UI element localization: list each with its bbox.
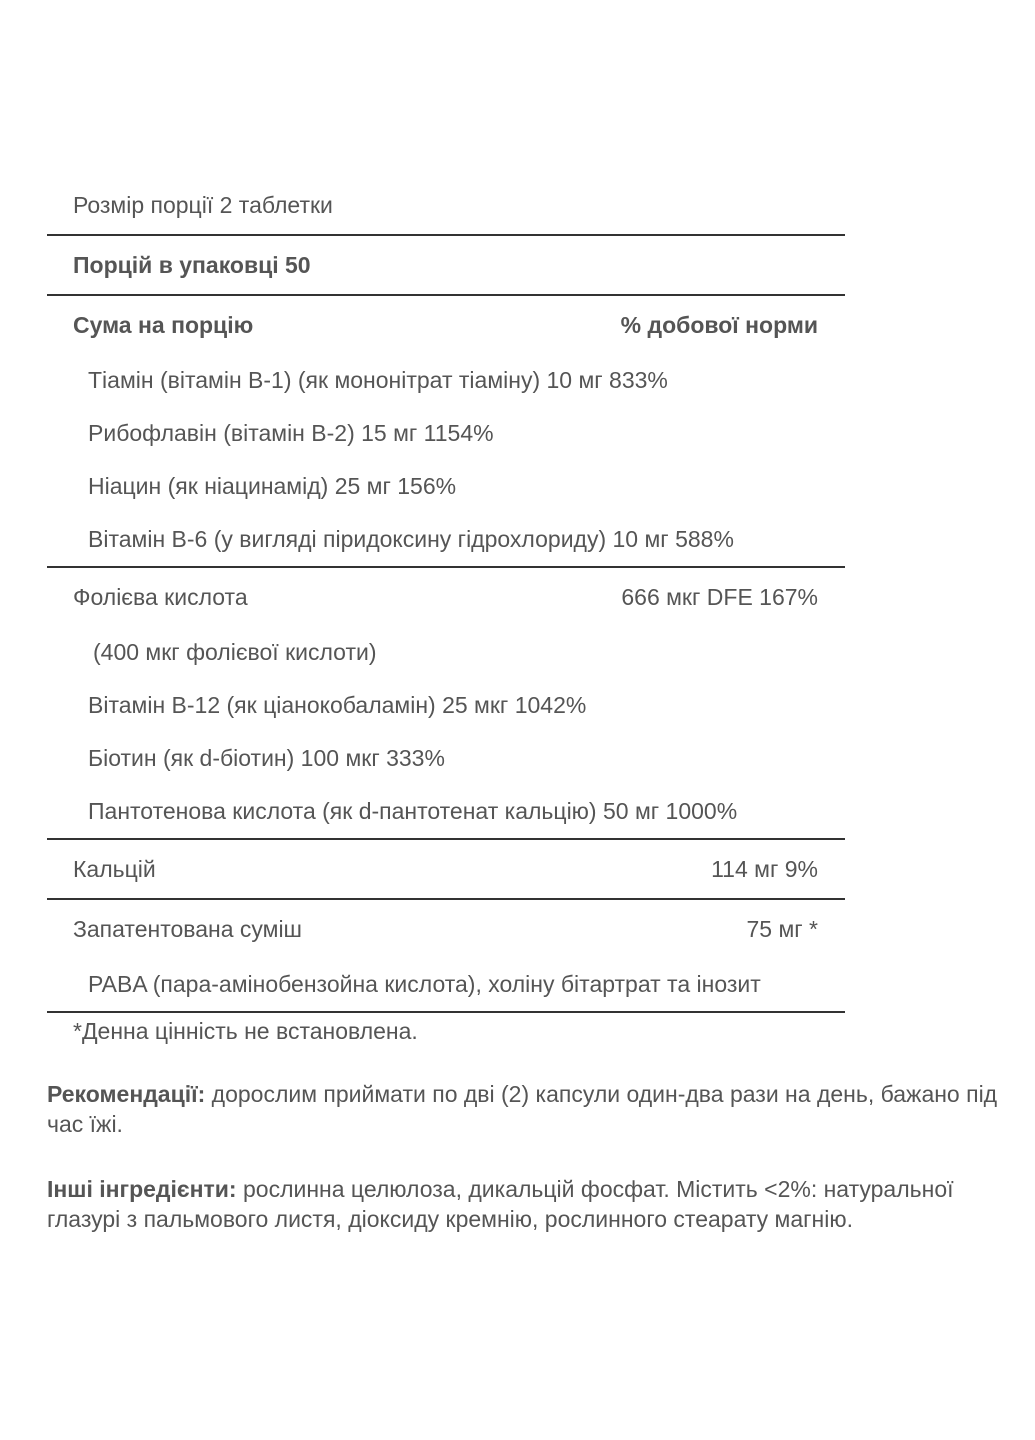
recommendations-text: дорослим приймати по дві (2) капсули один-два рази на день, бажано під час їжі.: [47, 1081, 998, 1137]
other-ingredients-label: Інші інгредієнти:: [47, 1176, 237, 1202]
nutrient-calcium: Кальцій: [73, 856, 156, 882]
table-row: [47, 407, 845, 460]
nutrient-folic-acid: Фолієва кислота: [73, 584, 248, 610]
other-ingredients-text: рослинна целюлоза, дикальцій фосфат. Містить <2%: натуральної глазурі з пальмового листя, діоксиду кремнію, рослинного стеарату магнію.: [47, 1176, 954, 1232]
table-row: [47, 568, 845, 626]
recommendations-paragraph: [47, 1079, 1007, 1139]
table-row: [47, 513, 845, 568]
table-row: [47, 900, 845, 958]
nutrient-folic-acid-value: 666 мкг DFE 167%: [621, 584, 818, 610]
table-row: [47, 354, 845, 407]
recommendations-label: Рекомендації:: [47, 1081, 206, 1107]
proprietary-blend-value: 75 мг *: [746, 916, 818, 942]
daily-value-footnote: *Денна цінність не встановлена.: [73, 1018, 418, 1044]
serving-size: Розмір порції 2 таблетки: [73, 192, 333, 218]
serving-size-row: [47, 176, 845, 236]
proprietary-blend-components: PABA (пара-амінобензойна кислота), холіну бітартрат та інозит: [88, 971, 761, 997]
table-header-row: [47, 296, 845, 354]
amount-per-serving-header: Сума на порцію: [73, 312, 254, 338]
other-ingredients-paragraph: [47, 1174, 1007, 1234]
table-row: [47, 460, 845, 513]
folic-acid-note: (400 мкг фолієвої кислоти): [93, 639, 377, 665]
nutrient-calcium-value: 114 мг 9%: [711, 856, 818, 882]
table-row: [47, 958, 845, 1013]
nutrient-vitamin-b6: Вітамін B-6 (у вигляді піридоксину гідрохлориду) 10 мг 588%: [88, 526, 734, 552]
table-row: [47, 732, 845, 785]
nutrient-thiamin: Тіамін (вітамін B-1) (як мононітрат тіаміну) 10 мг 833%: [88, 367, 668, 393]
nutrient-riboflavin: Рибофлавін (вітамін B-2) 15 мг 1154%: [88, 420, 494, 446]
nutrient-pantothenic-acid: Пантотенова кислота (як d-пантотенат кальцію) 50 мг 1000%: [88, 798, 738, 824]
servings-per-container: Порцій в упаковці 50: [73, 252, 311, 278]
table-row: [47, 679, 845, 732]
table-row: [47, 785, 845, 840]
table-row: [47, 626, 845, 679]
proprietary-blend: Запатентована суміш: [73, 916, 303, 942]
daily-value-header: % добової норми: [620, 312, 818, 338]
nutrient-vitamin-b12: Вітамін B-12 (як ціанокобаламін) 25 мкг 1042%: [88, 692, 587, 718]
supplement-facts-table: [47, 176, 845, 1013]
servings-per-container-row: [47, 236, 845, 296]
table-row: [47, 840, 845, 900]
nutrient-biotin: Біотин (як d-біотин) 100 мкг 333%: [88, 745, 445, 771]
nutrient-niacin: Ніацин (як ніацинамід) 25 мг 156%: [88, 473, 457, 499]
